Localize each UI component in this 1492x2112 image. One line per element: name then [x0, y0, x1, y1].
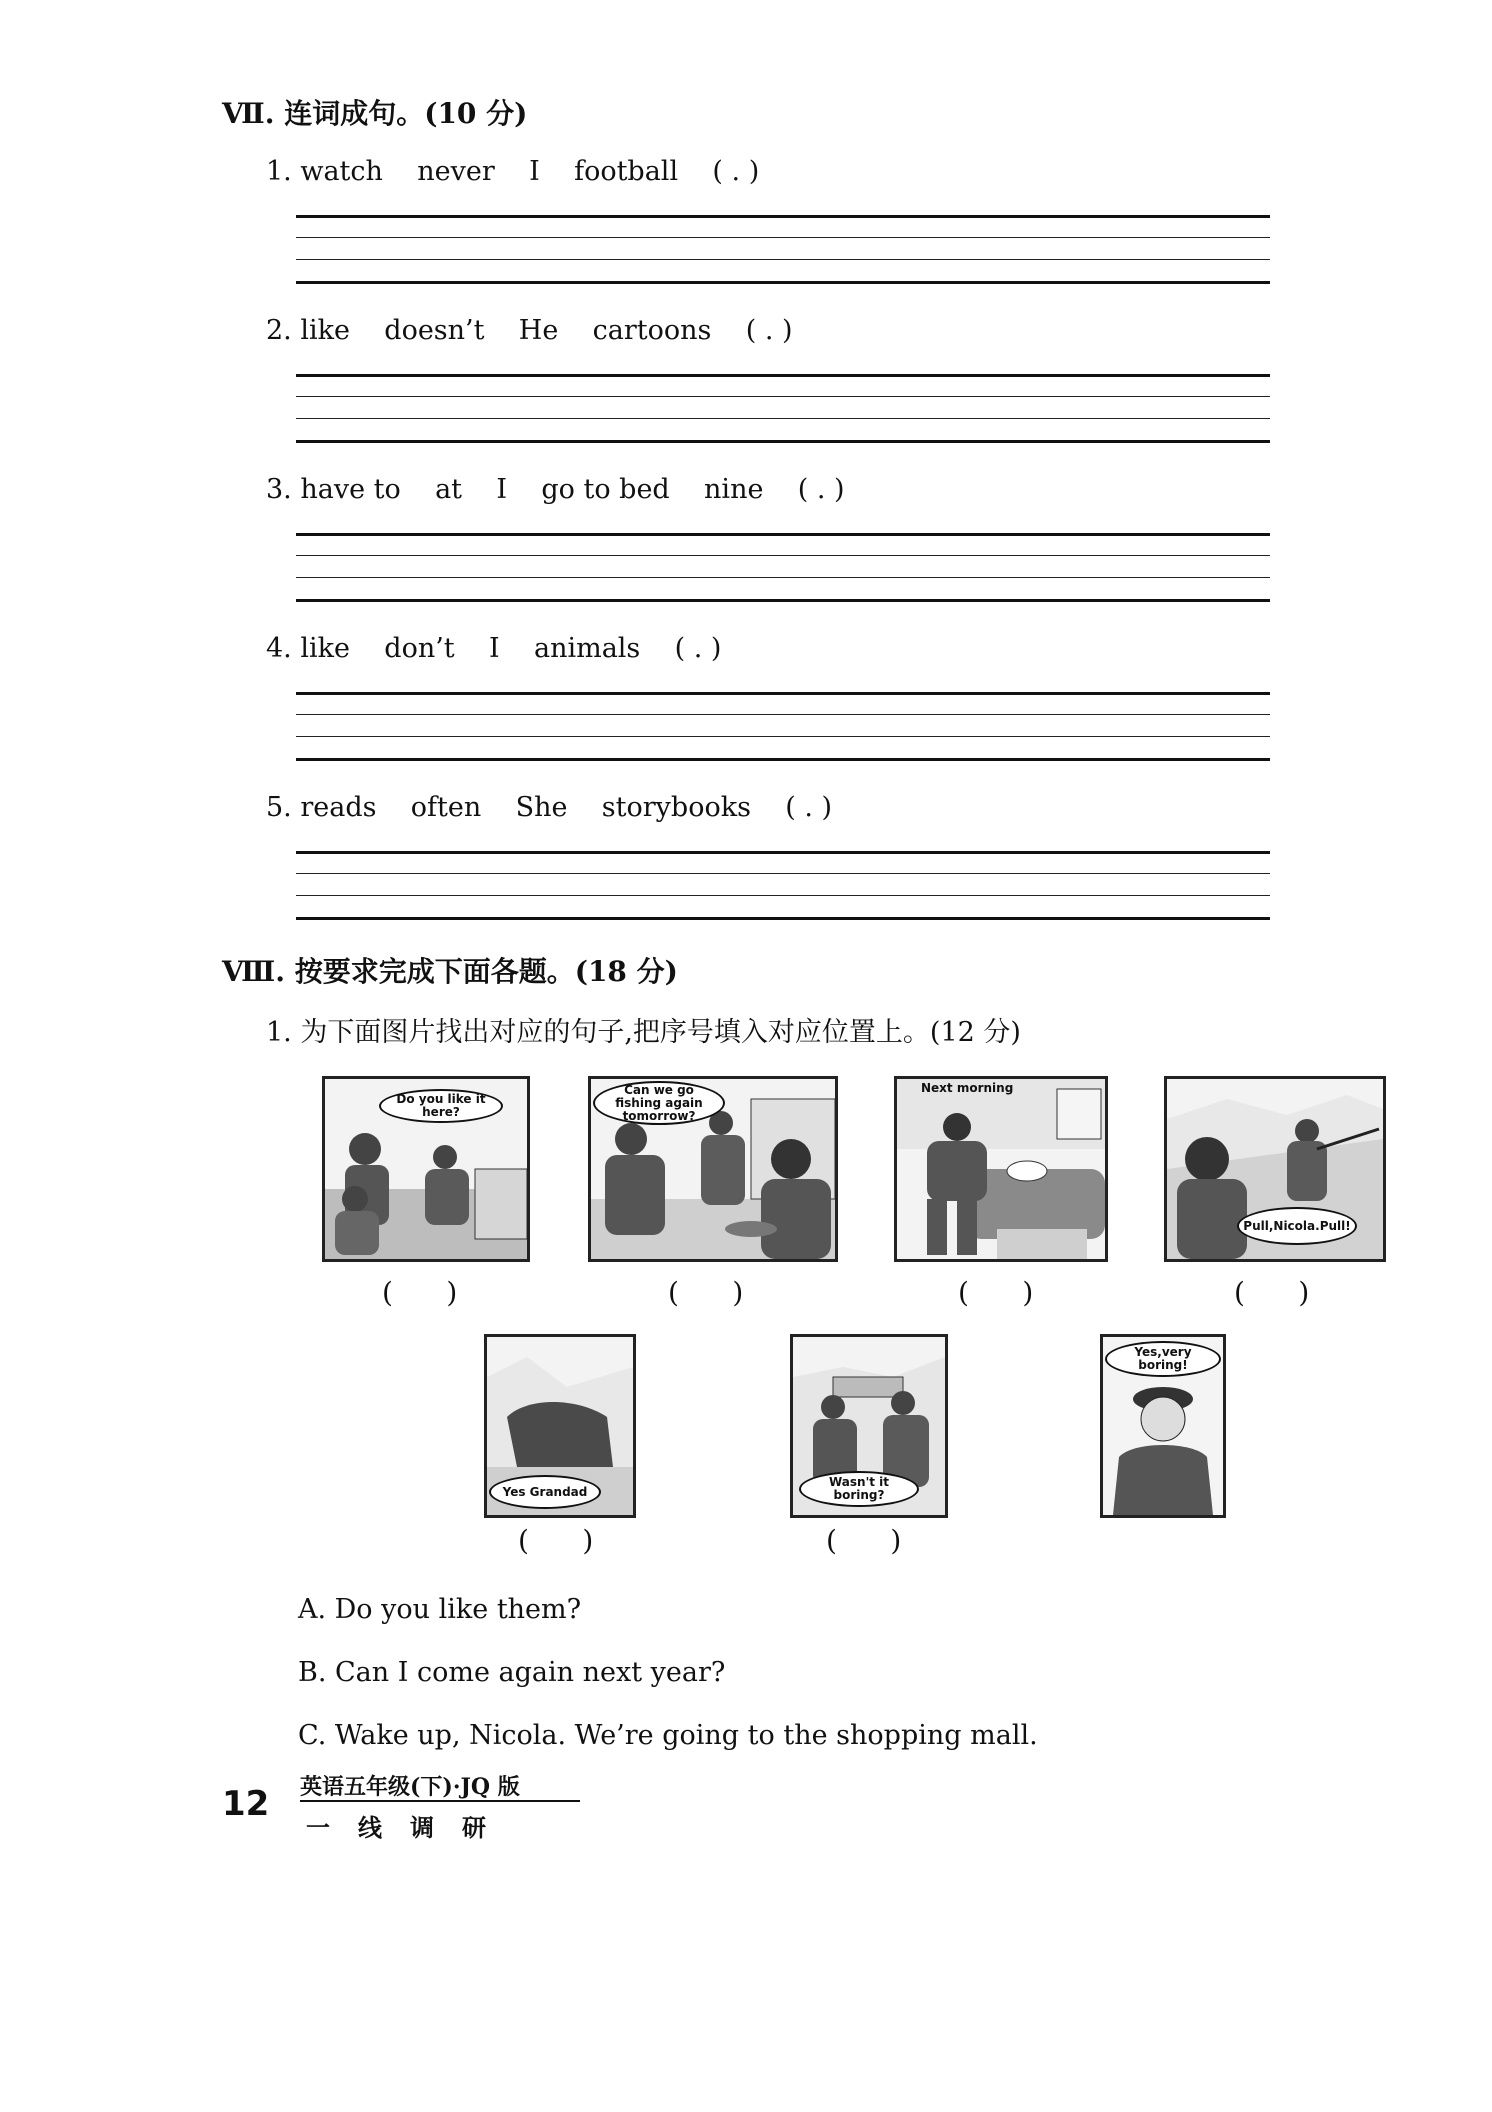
book-title: 英语五年级(下)·JQ 版: [300, 1774, 520, 1800]
question-3-words: 3. have to at I go to bed nine ( . ): [266, 474, 845, 505]
answer-lines-4[interactable]: [296, 692, 1270, 760]
answer-lines-3[interactable]: [296, 533, 1270, 601]
answer-blank-4[interactable]: ( ): [1234, 1276, 1310, 1309]
footer-divider: [300, 1800, 580, 1802]
picture-5-speech-bubble: Yes Grandad: [489, 1475, 601, 1509]
picture-3-illustration: [897, 1079, 1105, 1259]
page-number: 12: [222, 1784, 270, 1824]
picture-1: [322, 1076, 530, 1262]
section-8-title: Ⅷ. 按要求完成下面各题。(18 分): [222, 955, 678, 988]
answer-lines-5[interactable]: [296, 851, 1270, 919]
answer-blank-5[interactable]: ( ): [518, 1524, 594, 1557]
answer-lines-1[interactable]: [296, 215, 1270, 283]
picture-3: [894, 1076, 1108, 1262]
question-2-words: 2. like doesn’t He cartoons ( . ): [266, 315, 793, 346]
section-8-subquestion: 1. 为下面图片找出对应的句子,把序号填入对应位置上。(12 分): [266, 1017, 1021, 1048]
question-5-words: 5. reads often She storybooks ( . ): [266, 792, 833, 823]
picture-3-caption: Next morning: [921, 1081, 1014, 1095]
answer-blank-2[interactable]: ( ): [668, 1276, 744, 1309]
option-a: A. Do you like them?: [298, 1594, 582, 1625]
picture-7-speech-bubble: Yes,very boring!: [1105, 1341, 1221, 1377]
picture-6-speech-bubble: Wasn't it boring?: [799, 1471, 919, 1507]
answer-blank-6[interactable]: ( ): [826, 1524, 902, 1557]
picture-2-speech-bubble: Can we go fishing again tomorrow?: [593, 1081, 725, 1125]
answer-blank-1[interactable]: ( ): [382, 1276, 458, 1309]
picture-4-speech-bubble: Pull,Nicola.Pull!: [1237, 1207, 1357, 1245]
picture-7: [1100, 1334, 1226, 1518]
option-b: B. Can I come again next year?: [298, 1657, 726, 1688]
picture-1-speech-bubble: Do you like it here?: [379, 1089, 503, 1123]
publisher-brand: 一线调研: [306, 1813, 514, 1842]
option-c: C. Wake up, Nicola. We’re going to the shopping mall.: [298, 1720, 1038, 1751]
question-1-words: 1. watch never I football ( . ): [266, 156, 760, 187]
picture-5: [484, 1334, 636, 1518]
answer-lines-2[interactable]: [296, 374, 1270, 442]
picture-2: [588, 1076, 838, 1262]
picture-6: [790, 1334, 948, 1518]
answer-blank-3[interactable]: ( ): [958, 1276, 1034, 1309]
question-4-words: 4. like don’t I animals ( . ): [266, 633, 722, 664]
section-7-title: Ⅶ. 连词成句。(10 分): [222, 97, 528, 130]
picture-4: [1164, 1076, 1386, 1262]
